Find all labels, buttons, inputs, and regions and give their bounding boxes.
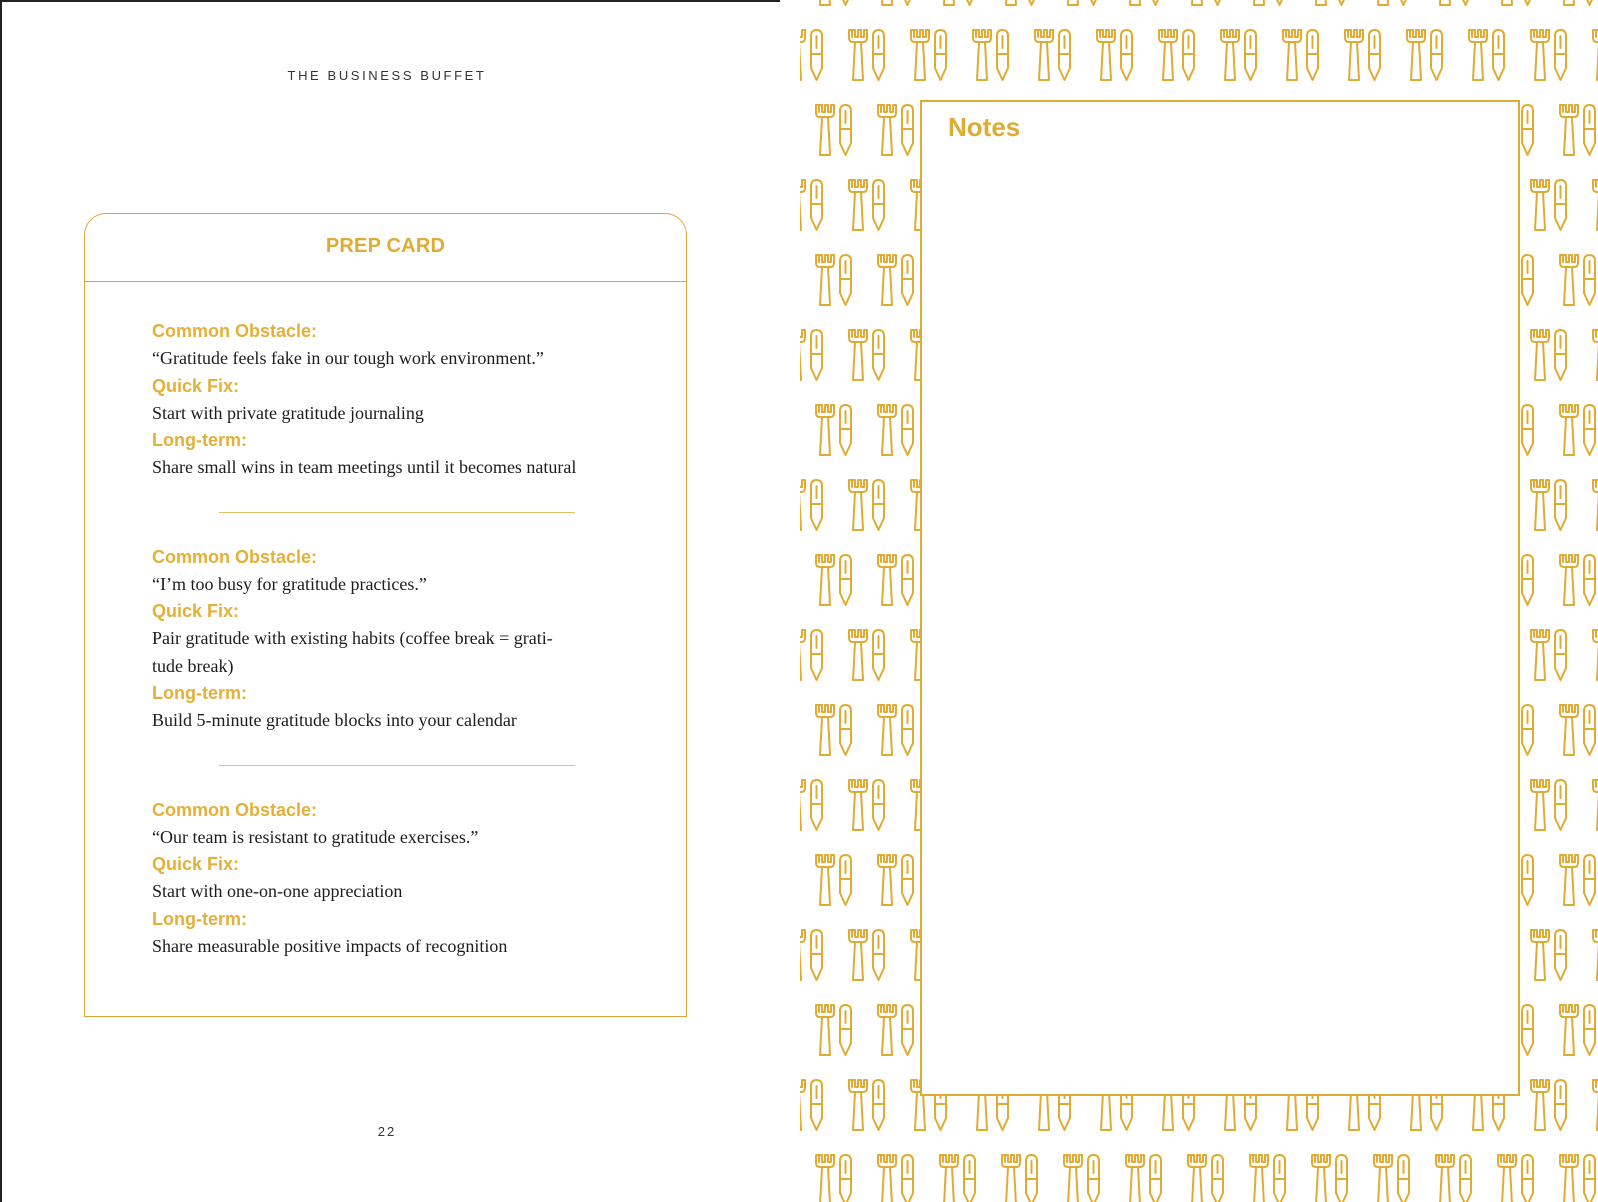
long-term-label: Long-term: (152, 683, 247, 703)
fork-and-pen-icon (878, 105, 913, 155)
fork-and-pen-icon (878, 555, 913, 605)
fork-and-pen-icon (1312, 0, 1347, 5)
prep-card-entries (152, 318, 622, 960)
fork-and-pen-icon (940, 1155, 975, 1202)
long-term-text: Share small wins in team meetings until it becomes natural (152, 457, 577, 477)
fork-and-pen-icon (878, 855, 913, 905)
fork-and-pen-icon (1064, 0, 1099, 5)
fork-and-pen-icon (1531, 180, 1566, 230)
fork-and-pen-icon (800, 180, 822, 230)
fork-and-pen-icon (1531, 1080, 1566, 1130)
fork-and-pen-icon (1407, 30, 1442, 80)
fork-and-pen-icon (816, 1005, 851, 1055)
fork-and-pen-icon (1064, 1155, 1099, 1202)
quick-fix-text: Pair gratitude with existing habits (coffee break = grati- (152, 628, 553, 648)
fork-and-pen-icon (1593, 30, 1598, 80)
prep-card-header (85, 214, 686, 282)
fork-and-pen-icon (1560, 555, 1595, 605)
fork-and-pen-icon (1126, 0, 1161, 5)
obstacle-text: “Our team is resistant to gratitude exercises.” (152, 826, 479, 847)
fork-and-pen-icon (816, 405, 851, 455)
left-page (0, 0, 780, 1202)
fork-and-pen-icon (878, 1155, 913, 1202)
fork-and-pen-icon (1469, 30, 1504, 80)
fork-and-pen-icon (849, 180, 884, 230)
fork-and-pen-icon (1159, 30, 1194, 80)
fork-and-pen-icon (1250, 1155, 1285, 1202)
quick-fix-text: Start with one-on-one appreciation (152, 881, 403, 901)
fork-and-pen-icon (800, 30, 822, 80)
fork-and-pen-icon (816, 705, 851, 755)
quick-fix-label: Quick Fix: (152, 375, 240, 396)
obstacle-label: Common Obstacle: (152, 321, 318, 341)
fork-and-pen-icon (1126, 1155, 1161, 1202)
fork-and-pen-icon (849, 330, 884, 380)
fork-and-pen-icon (1531, 480, 1566, 530)
long-term-label: Long-term: (152, 430, 247, 450)
fork-and-pen-icon (1531, 30, 1566, 80)
fork-and-pen-icon (1188, 0, 1223, 5)
notes-title: Notes (948, 112, 1021, 142)
fork-and-pen-icon (1531, 630, 1566, 680)
fork-and-pen-icon (1283, 30, 1318, 80)
fork-and-pen-icon (816, 555, 851, 605)
obstacle-label: Common Obstacle: (152, 546, 318, 567)
running-title: THE BUSINESS BUFFET (287, 68, 487, 83)
prep-card-title: PREP CARD (325, 235, 446, 257)
fork-and-pen-icon (1531, 330, 1566, 380)
long-term-text: Share measurable positive impacts of recognition (152, 935, 508, 956)
fork-and-pen-icon (878, 705, 913, 755)
fork-and-pen-icon (1436, 0, 1471, 5)
fork-and-pen-icon (1531, 780, 1566, 830)
fork-and-pen-icon (1560, 705, 1595, 755)
fork-and-pen-icon (1560, 1155, 1595, 1202)
fork-and-pen-icon (1035, 30, 1070, 80)
fork-and-pen-icon (800, 480, 822, 530)
prep-card (84, 213, 687, 1017)
long-term-label: Long-term: (152, 908, 247, 929)
fork-and-pen-icon (1560, 405, 1595, 455)
fork-and-pen-icon (849, 930, 884, 980)
fork-and-pen-icon (800, 330, 822, 380)
fork-and-pen-icon (1374, 0, 1409, 5)
fork-and-pen-icon (1593, 780, 1598, 830)
fork-and-pen-icon (878, 255, 913, 305)
fork-and-pen-icon (816, 855, 851, 905)
fork-and-pen-icon (1374, 1155, 1409, 1202)
quick-fix-text: Start with private gratitude journaling (152, 402, 424, 423)
fork-and-pen-icon (816, 105, 851, 155)
fork-and-pen-icon (1498, 0, 1533, 5)
fork-and-pen-icon (1250, 0, 1285, 5)
quick-fix-label: Quick Fix: (152, 854, 240, 874)
fork-and-pen-icon (849, 630, 884, 680)
obstacle-entry (152, 318, 622, 482)
fork-and-pen-icon (973, 30, 1008, 80)
fork-and-pen-icon (849, 780, 884, 830)
fork-and-pen-icon (1560, 255, 1595, 305)
fork-and-pen-icon (1593, 330, 1598, 380)
right-page (800, 0, 1598, 1202)
fork-and-pen-icon (1188, 1155, 1223, 1202)
entry-divider (219, 765, 575, 766)
fork-and-pen-icon (849, 30, 884, 80)
fork-and-pen-icon (911, 30, 946, 80)
entry-divider (219, 512, 575, 513)
fork-and-pen-icon (1593, 180, 1598, 230)
fork-and-pen-icon (1560, 105, 1595, 155)
fork-and-pen-icon (1560, 1005, 1595, 1055)
obstacle-label: Common Obstacle: (152, 799, 318, 820)
fork-and-pen-icon (800, 930, 822, 980)
fork-and-pen-icon (878, 0, 913, 5)
notes-box (920, 100, 1520, 1096)
fork-and-pen-icon (849, 1080, 884, 1130)
fork-and-pen-icon (849, 480, 884, 530)
page-number: 22 (377, 1124, 397, 1139)
fork-and-pen-icon (1593, 480, 1598, 530)
fork-and-pen-icon (1593, 630, 1598, 680)
fork-and-pen-icon (816, 255, 851, 305)
obstacle-text: “Gratitude feels fake in our tough work environment.” (152, 348, 544, 368)
obstacle-entry (152, 544, 622, 735)
fork-and-pen-icon (1312, 1155, 1347, 1202)
fork-and-pen-icon (816, 0, 851, 5)
quick-fix-label: Quick Fix: (152, 601, 240, 621)
fork-and-pen-icon (878, 405, 913, 455)
fork-and-pen-icon (1002, 1155, 1037, 1202)
fork-and-pen-icon (1560, 855, 1595, 905)
fork-and-pen-icon (1436, 1155, 1471, 1202)
fork-and-pen-icon (1002, 0, 1037, 5)
obstacle-entry (152, 797, 622, 961)
fork-and-pen-icon (800, 780, 822, 830)
fork-and-pen-icon (1560, 0, 1595, 5)
quick-fix-text-continued: tude break) (152, 655, 234, 676)
fork-and-pen-icon (1593, 1080, 1598, 1130)
long-term-text: Build 5-minute gratitude blocks into your calendar (152, 710, 517, 730)
fork-and-pen-icon (1221, 30, 1256, 80)
fork-and-pen-icon (940, 0, 975, 5)
fork-and-pen-icon (1345, 30, 1380, 80)
fork-and-pen-icon (800, 1080, 822, 1130)
fork-and-pen-icon (878, 1005, 913, 1055)
fork-and-pen-icon (1593, 930, 1598, 980)
fork-and-pen-icon (1097, 30, 1132, 80)
fork-and-pen-icon (1531, 930, 1566, 980)
fork-and-pen-icon (1498, 1155, 1533, 1202)
fork-and-pen-icon (816, 1155, 851, 1202)
notes-writing-area[interactable] (922, 152, 1518, 1094)
obstacle-text: “I’m too busy for gratitude practices.” (152, 573, 427, 594)
fork-and-pen-icon (800, 630, 822, 680)
